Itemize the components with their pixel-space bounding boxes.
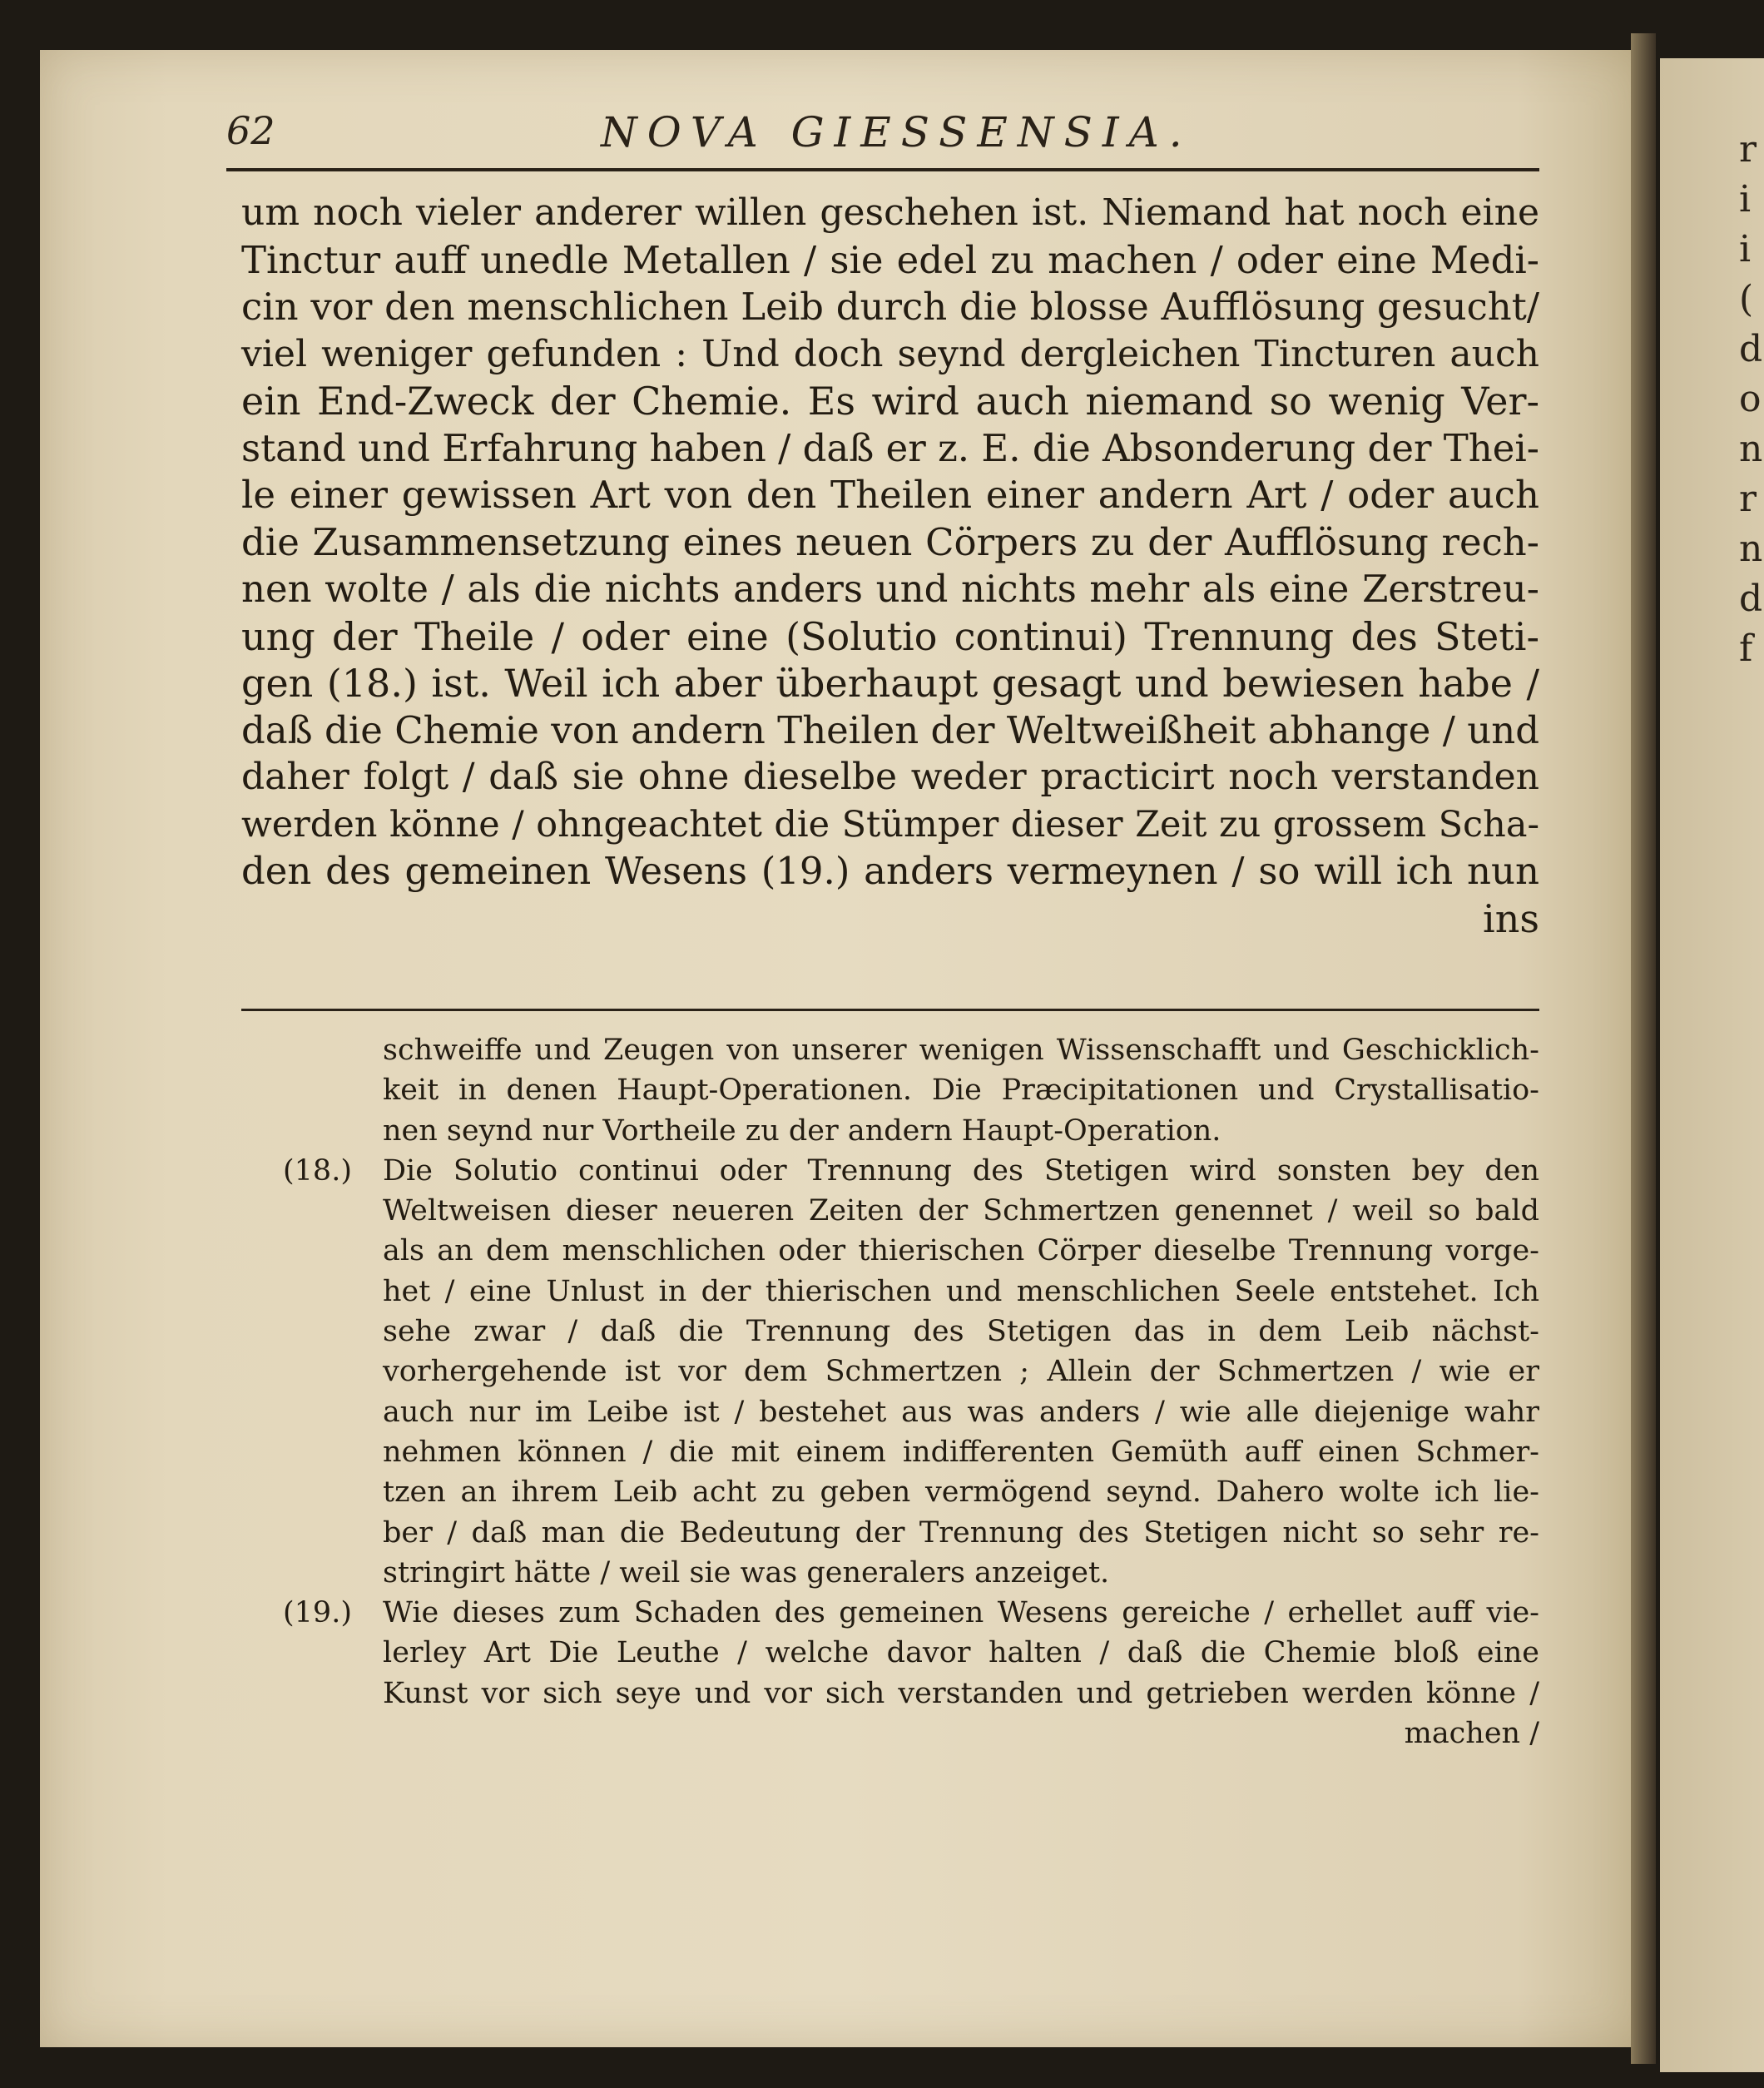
text-line: Tinctur auff unedle Metallen / sie edel zu machen / oder eine Medi- [241,237,1539,282]
text-line: um noch vieler anderer willen geschehen ist. Niemand hat noch eine [241,191,1539,234]
footnotes-block [283,1030,1539,1753]
main-text-block [241,190,1539,942]
edge-letter: i [1739,178,1752,221]
text-line: stand und Erfahrung haben / daß er z. E. die Absonderung der Thei- [241,425,1539,470]
edge-letter: r [1739,128,1757,171]
book-gutter [1631,33,1656,2064]
footnote-line: keit in denen Haupt-Operationen. Die Præcipitationen und Crystallisatio- [383,1074,1539,1108]
footnote-line: tzen an ihrem Leib acht zu geben vermögend seynd. Dahero wolte ich lie- [383,1475,1539,1510]
footnote-rule [241,1009,1539,1011]
footnote-catchword: machen / [1404,1717,1539,1751]
text-line: nen wolte / als die nichts anders und nichts mehr als eine Zerstreu- [241,567,1539,611]
facing-page-letters [1739,125,1764,674]
footnote-line: als an dem menschlichen oder thierischen Cörper dieselbe Trennung vorge- [383,1234,1539,1268]
text-line: daß die Chemie von andern Theilen der Weltweißheit abhange / und [241,707,1539,752]
text-line: cin vor den menschlichen Leib durch die blosse Aufflösung gesucht/ [241,285,1539,329]
footnote-line: Weltweisen dieser neueren Zeiten der Schmertzen genennet / weil so bald [383,1194,1539,1228]
edge-letter: o [1739,378,1762,420]
text-line: daher folgt / daß sie ohne dieselbe weder practicirt noch verstanden [241,756,1539,798]
footnote-line: vorhergehende ist vor dem Schmertzen ; Allein der Schmertzen / wie er [383,1355,1539,1389]
edge-letter: n [1739,428,1763,470]
page-header [226,108,1539,166]
footnote-19-mark: (19.) [283,1596,352,1630]
text-line: die Zusammensetzung eines neuen Cörpers zu der Aufflösung rech- [241,519,1539,564]
edge-letter: d [1739,578,1763,620]
text-line: viel weniger gefunden : Und doch seynd dergleichen Tincturen auch [241,332,1539,375]
text-line: ein End-Zweck der Chemie. Es wird auch niemand so wenig Ver- [241,379,1539,424]
edge-letter: d [1739,328,1763,370]
text-line: le einer gewissen Art von den Theilen einer andern Art / oder auch [241,473,1539,517]
footnote-line: lerley Art Die Leuthe / welche davor halten / daß die Chemie bloß eine [383,1636,1539,1670]
footnote-line: het / eine Unlust in der thierischen und menschlichen Seele entstehet. Ich [383,1274,1539,1308]
footnote-line: Die Solutio continui oder Trennung des Stetigen wird sonsten bey den [383,1153,1539,1188]
footnote-line: sehe zwar / daß die Trennung des Stetigen das in dem Leib nächst- [383,1315,1539,1349]
text-line: gen (18.) ist. Weil ich aber überhaupt gesagt und bewiesen habe / [241,661,1539,706]
footnote-line: Wie dieses zum Schaden des gemeinen Wesens gereiche / erhellet auff vie- [383,1596,1539,1630]
footnote-18-first-line [283,1151,1539,1191]
edge-letter: f [1739,627,1753,670]
page-number: 62 [226,108,275,153]
text-line: werden könne / ohngeachtet die Stümper dieser Zeit zu grossem Scha- [241,803,1539,846]
footnote-line: Kunst vor sich seye und vor sich verstanden und getrieben werden könne / [383,1676,1539,1710]
footnote-line: ber / daß man die Bedeutung der Trennung des Stetigen nicht so sehr re- [383,1515,1539,1550]
running-title: NOVA GIESSENSIA. [601,108,1192,156]
footnote-line: nen seynd nur Vortheile zu der andern Haupt-Operation. [383,1113,1221,1148]
edge-letter: n [1739,528,1763,570]
footnote-line: schweiffe und Zeugen von unserer wenigen Wissenschafft und Geschicklich- [383,1034,1539,1067]
footnote-line: auch nur im Leibe ist / bestehet aus was anders / wie alle diejenige wahr [383,1395,1539,1429]
footnote-line: nehmen können / die mit einem indifferenten Gemüth auff einen Schmer- [383,1435,1539,1469]
edge-letter: i [1739,228,1752,270]
footnote-18-mark: (18.) [283,1153,352,1188]
text-line: den des gemeinen Wesens (19.) anders vermeynen / so will ich nun [241,849,1539,893]
edge-letter: r [1739,478,1757,520]
footnote-line: stringirt hätte / weil sie was generalers anzeiget. [383,1555,1110,1590]
footnote-19-first-line [283,1593,1539,1633]
catchword: ins [1483,895,1539,941]
header-rule [226,168,1539,171]
edge-letter: ( [1739,278,1754,320]
text-line: ung der Theile / oder eine (Solutio continui) Trennung des Steti- [241,613,1539,659]
